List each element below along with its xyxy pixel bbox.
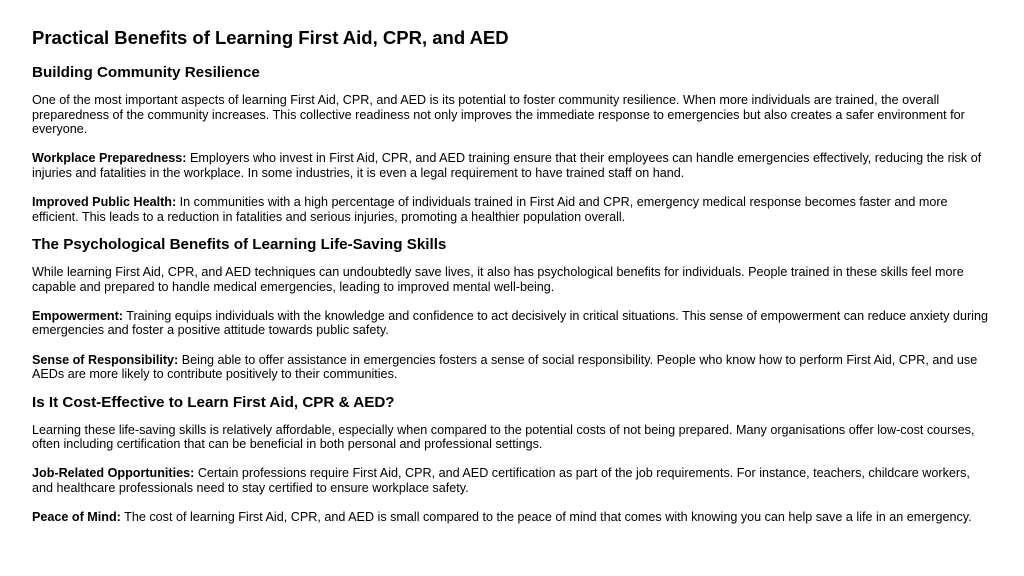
point-label: Workplace Preparedness:	[32, 151, 187, 166]
section-intro: Learning these life-saving skills is relatively affordable, especially when compared to the potential costs of not being prepared. Many organisations offer low-cost courses, often including certification that can be beneficial in both personal and professional settings.	[32, 422, 975, 452]
point-text: Training equips individuals with the knowledge and confidence to act decisively in critical situations. This sense of empowerment can reduce anxiety during emergencies and foster a positive attitude towards public safety.	[32, 308, 988, 338]
page-title: Practical Benefits of Learning First Aid, CPR, and AED	[32, 27, 509, 48]
point-label: Sense of Responsibility:	[32, 352, 179, 367]
point-text: Certain professions require First Aid, CPR, and AED certification as part of the job requirements. For instance, teachers, childcare workers, and healthcare professionals need to stay certified to ensure workplace safety.	[32, 466, 970, 495]
point-paragraph	[32, 151, 992, 180]
section-intro: One of the most important aspects of learning First Aid, CPR, and AED is its potential to foster community resilience. When more individuals are trained, the overall preparedness of the community increases. This collective readiness not only improves the immediate response to emergencies but also creates a safer environment for everyone.	[32, 93, 965, 137]
point-label: Improved Public Health:	[32, 194, 177, 209]
point-paragraph	[32, 466, 992, 495]
point-label: Peace of Mind:	[32, 510, 121, 525]
point-label: Empowerment:	[32, 308, 123, 323]
section-heading: Is It Cost-Effective to Learn First Aid, CPR & AED?	[32, 393, 395, 411]
section-psychological-benefits	[32, 235, 992, 382]
section-intro: While learning First Aid, CPR, and AED techniques can undoubtedly save lives, it also has psychological benefits for individuals. People trained in these skills feel more capable and prepared to handle medical emergencies, leading to improved mental well-being.	[32, 265, 964, 294]
point-paragraph	[32, 510, 992, 525]
point-text: Being able to offer assistance in emergencies fosters a sense of social responsibility. People who know how to perform First Aid, CPR, and use AEDs are more likely to contribute positively to their communities.	[32, 352, 978, 382]
section-heading: Building Community Resilience	[32, 64, 260, 81]
point-paragraph	[32, 309, 992, 338]
section-community-resilience	[32, 63, 992, 224]
point-paragraph	[32, 353, 992, 382]
point-paragraph	[32, 195, 992, 224]
section-heading: The Psychological Benefits of Learning Life-Saving Skills	[32, 236, 447, 254]
point-text: Employers who invest in First Aid, CPR, and AED training ensure that their employees can handle emergencies effectively, reducing the risk of injuries and fatalities in the workplace. In some industries, it is even a legal requirement to have trained staff on hand.	[32, 151, 982, 180]
section-cost-effectiveness	[32, 393, 992, 525]
point-text: The cost of learning First Aid, CPR, and AED is small compared to the peace of mind that comes with knowing you can help save a life in an emergency.	[120, 510, 972, 525]
point-text: In communities with a high percentage of individuals trained in First Aid and CPR, emergency medical response becomes faster and more efficient. This leads to a reduction in fatalities and serious injuries, promoting a healthier population overall.	[32, 194, 948, 224]
point-label: Job-Related Opportunities:	[32, 466, 195, 481]
